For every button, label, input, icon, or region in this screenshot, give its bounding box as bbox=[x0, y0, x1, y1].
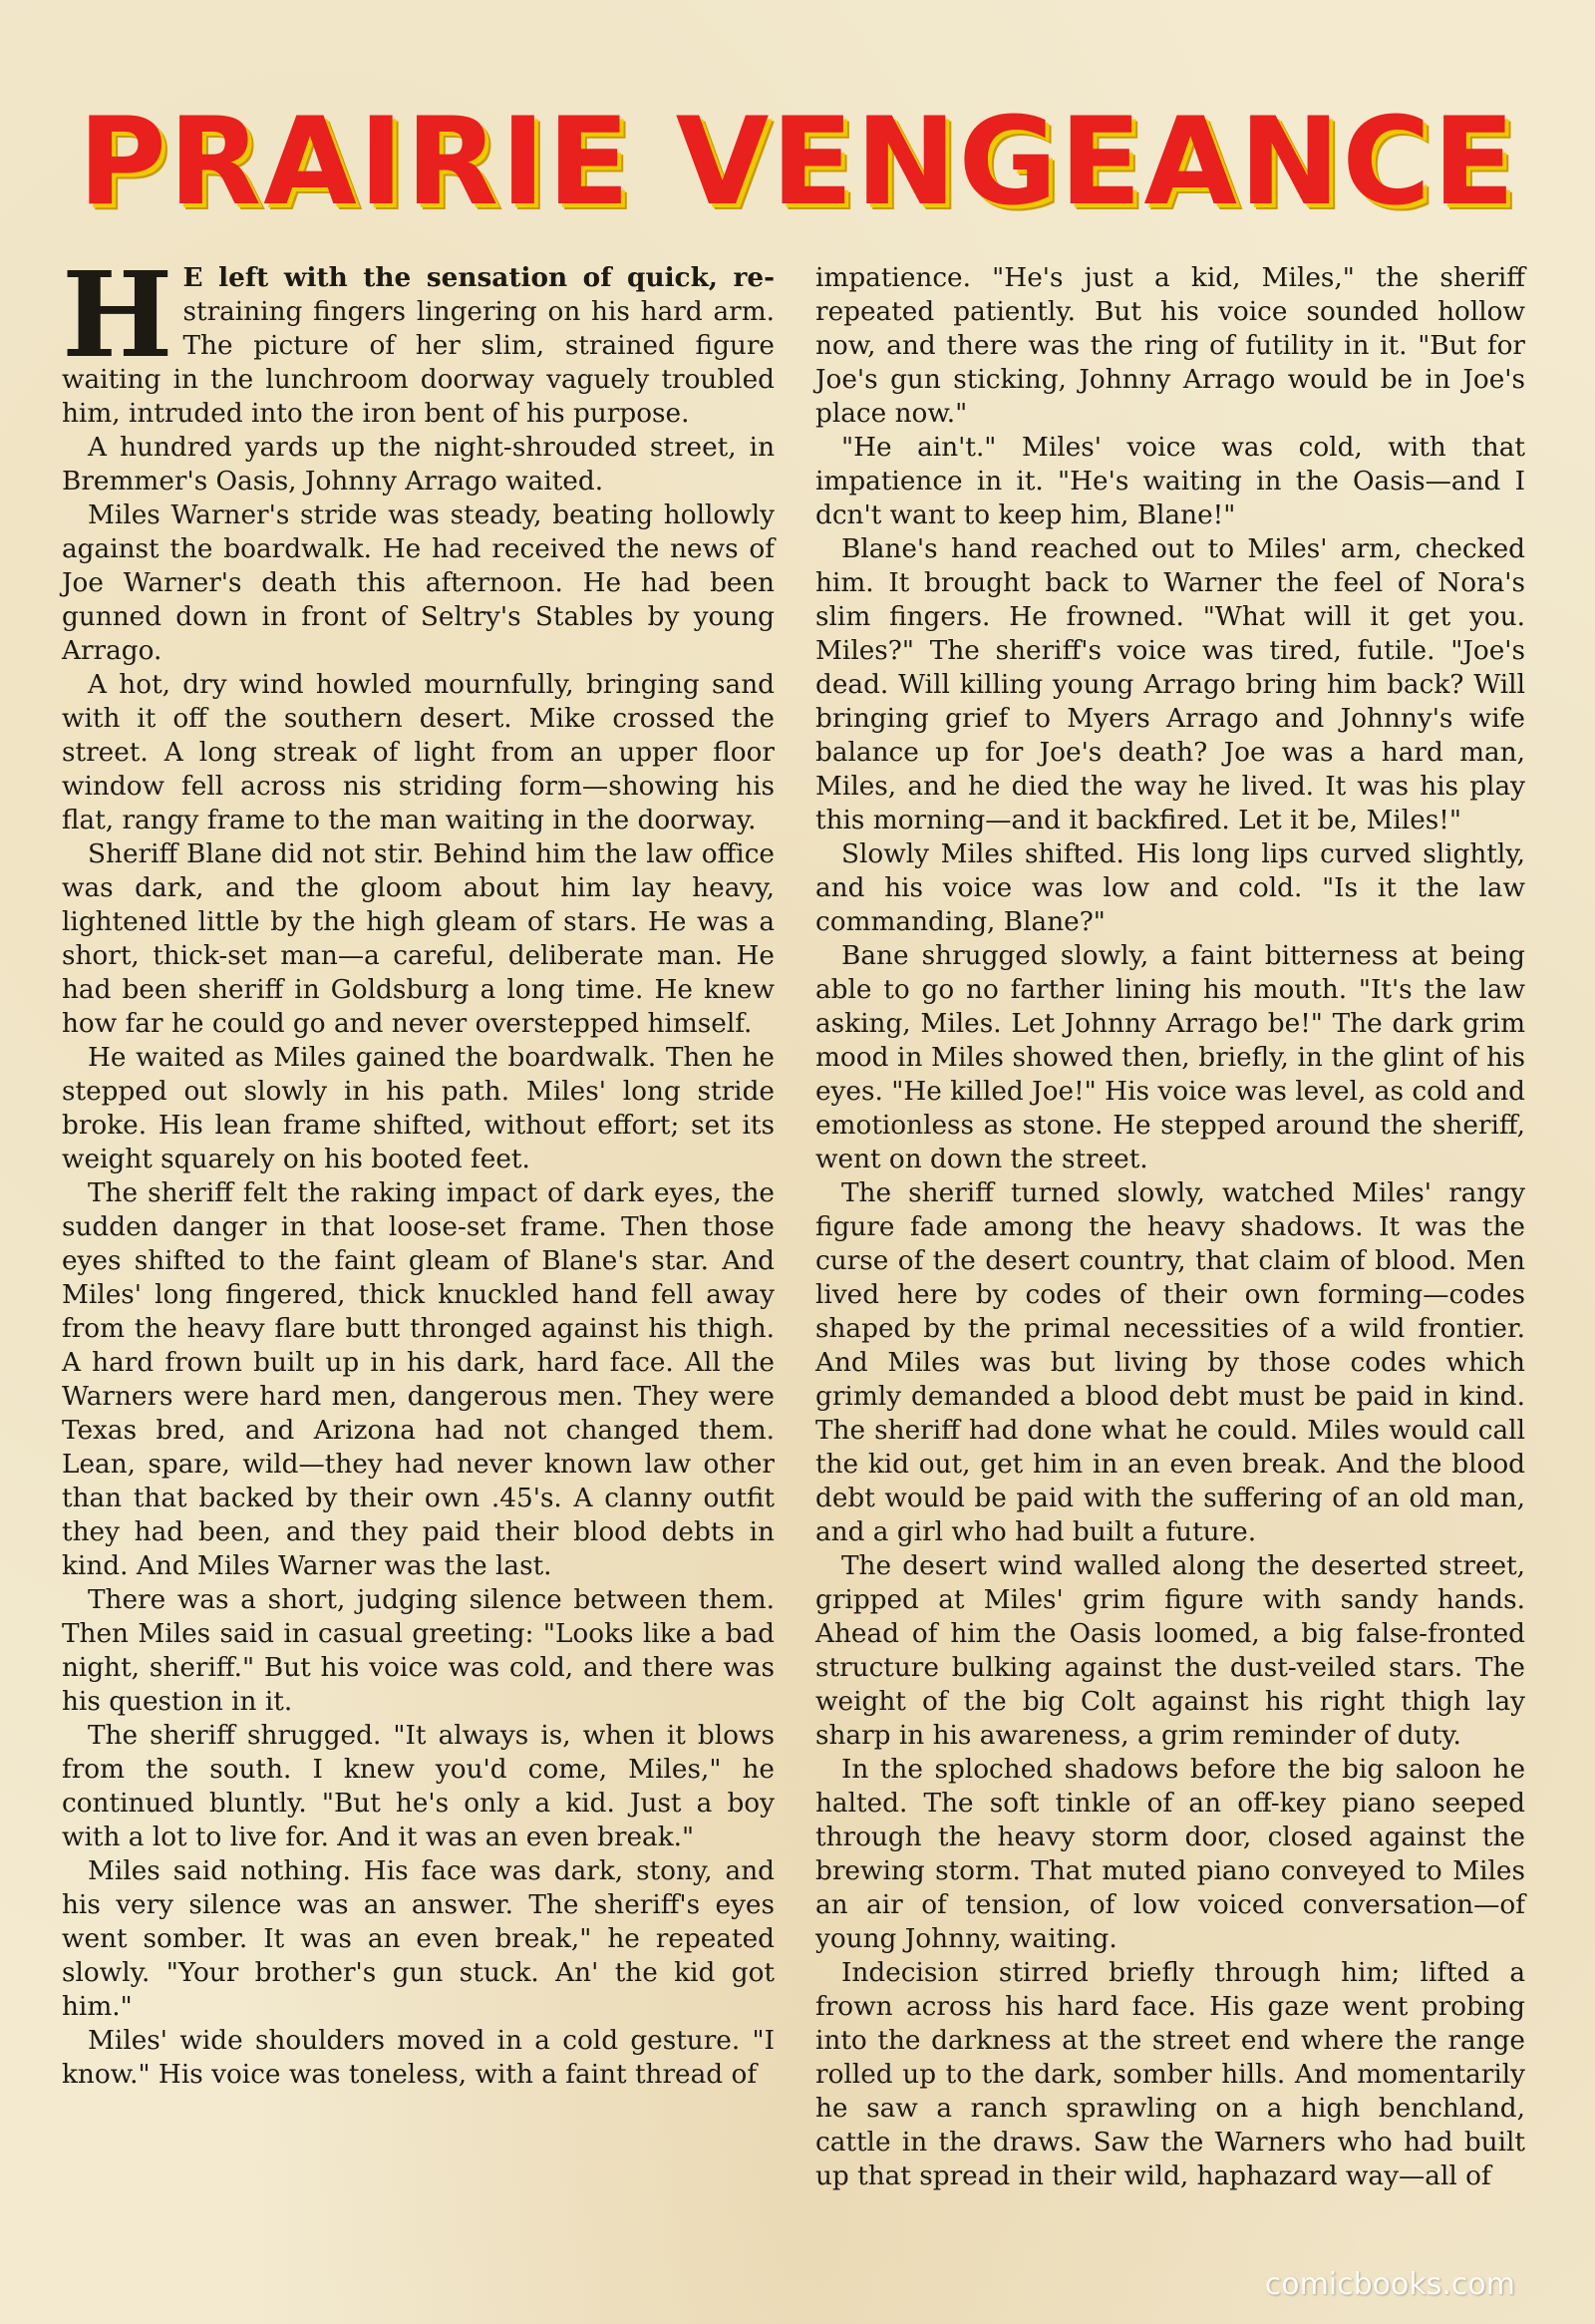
opening-paragraph bbox=[62, 245, 775, 431]
paragraph: "He ain't." Miles' voice was cold, with that impatience in it. "He's waiting in the Oasis—and I dcn't want to keep him, Blane!" bbox=[815, 433, 1525, 530]
paragraph: Sheriff Blane did not stir. Behind him the law office was dark, and the gloom about him lay heavy, lightened little by the high gleam of stars. He was a short, thick-set man—a careful, deliberate man. He had been sheriff in Goldsburg a long time. He knew how far he could go and never overstepped himself. bbox=[62, 839, 775, 1039]
opening-lead: E left with the sensation of quick, re- bbox=[182, 262, 775, 293]
paragraph: Miles said nothing. His face was dark, stony, and his very silence was an answer. The sheriff's eyes went somber. It was an even break," he repeated slowly. "Your brother's gun stuck. An' the kid got him." bbox=[62, 1856, 775, 2022]
paragraph: The sheriff shrugged. "It always is, when it blows from the south. I knew you'd come, Miles," he continued bluntly. "But he's only a kid. Just a boy with a lot to live for. And it was an even break." bbox=[62, 1721, 775, 1852]
watermark: comicbooks.com bbox=[1264, 2267, 1515, 2302]
paragraph: Slowly Miles shifted. His long lips curved slightly, and his voice was low and cold. "Is it the law commanding, Blane?" bbox=[815, 839, 1525, 937]
paragraph: He waited as Miles gained the boardwalk. Then he stepped out slowly in his path. Miles' long stride broke. His lean frame shifted, without effort; set its weight squarely on his booted feet. bbox=[62, 1043, 775, 1174]
opening-text: straining fingers lingering on his hard arm. The picture of her slim, strained figure waiting in the lunchroom doorway vaguely troubled him, intruded into the iron bent of his purpose. bbox=[62, 297, 775, 429]
drop-cap: H bbox=[62, 245, 173, 384]
paragraph: Blane's hand reached out to Miles' arm, checked him. It brought back to Warner the feel of Nora's slim fingers. He frowned. "What will it get you. Miles?" The sheriff's voice was tired, futile. "Joe's dead. Will killing young Arrago bring him back? Will bringing grief to Myers Arrago and Johnny's wife balance up for Joe's death? Joe was a hard man, Miles, and he died the way he lived. It was his play this morning—and it backfired. Let it be, Miles!" bbox=[815, 534, 1525, 835]
paragraph: There was a short, judging silence between them. Then Miles said in casual greeting: "Looks like a bad night, sheriff." But his voice was cold, and there was his question in it. bbox=[62, 1585, 775, 1717]
paragraph: The sheriff felt the raking impact of dark eyes, the sudden danger in that loose-set frame. Then those eyes shifted to the faint gleam of Blane's star. And Miles' long fingered, thick knuckled hand fell away from the heavy flare butt thronged against his thigh. A hard frown built up in his dark, hard face. All the Warners were hard men, dangerous men. They were Texas bred, and Arizona had not changed them. Lean, spare, wild—they had never known law other than that backed by their own .45's. A clanny outfit they had been, and they paid their blood debts in kind. And Miles Warner was the last. bbox=[62, 1178, 775, 1581]
left-column bbox=[62, 245, 775, 2092]
paragraph: A hundred yards up the night-shrouded street, in Bremmer's Oasis, Johnny Arrago waited. bbox=[62, 433, 775, 497]
paragraph: The sheriff turned slowly, watched Miles' rangy figure fade among the heavy shadows. It was the curse of the desert country, that claim of blood. Men lived here by codes of their own forming—codes shaped by the primal necessities of a wild frontier. And Miles was but living by those codes which grimly demanded a blood debt must be paid in kind. The sheriff had done what he could. Miles would call the kid out, get him in an even break. And the blood debt would be paid with the suffering of an old man, and a girl who had built a future. bbox=[815, 1178, 1525, 1547]
paragraph: Miles' wide shoulders moved in a cold gesture. "I know." His voice was toneless, with a faint thread of bbox=[62, 2026, 775, 2090]
paragraph: The desert wind walled along the deserted street, gripped at Miles' grim figure with sandy hands. Ahead of him the Oasis loomed, a big false-fronted structure bulking against the dust-veiled stars. The weight of the big Colt against his right thigh lay sharp in his awareness, a grim reminder of duty. bbox=[815, 1551, 1525, 1751]
paragraph: A hot, dry wind howled mournfully, bringing sand with it off the southern desert. Mike crossed the street. A long streak of light from an upper floor window fell across nis striding form—showing his flat, rangy frame to the man waiting in the doorway. bbox=[62, 670, 775, 835]
paragraph: In the sploched shadows before the big saloon he halted. The soft tinkle of an off-key piano seeped through the heavy storm door, closed against the brewing storm. That muted piano conveyed to Miles an air of tension, of low voiced conversation—of young Johnny, waiting. bbox=[815, 1755, 1525, 1954]
story-title: PRAIRIE VENGEANCE bbox=[78, 92, 1517, 232]
right-column bbox=[815, 261, 1525, 2193]
paragraph: Indecision stirred briefly through him; lifted a frown across his hard face. His gaze went probing into the darkness at the street end where the range rolled up to the dark, somber hills. And momentarily he saw a ranch sprawling on a high benchland, cattle in the draws. Saw the Warners who had built up that spread in their wild, haphazard way—all of bbox=[815, 1958, 1525, 2191]
paragraph: Miles Warner's stride was steady, beating hollowly against the boardwalk. He had received the news of Joe Warner's death this afternoon. He had been gunned down in front of Seltry's Stables by young Arrago. bbox=[62, 500, 775, 666]
continuation-paragraph: impatience. "He's just a kid, Miles," the sheriff repeated patiently. But his voice sounded hollow now, and there was the ring of futility in it. "But for Joe's gun sticking, Johnny Arrago would be in Joe's place now." bbox=[815, 263, 1525, 429]
paragraph: Bane shrugged slowly, a faint bitterness at being able to go no farther lining his mouth. "It's the law asking, Miles. Let Johnny Arrago be!" The dark grim mood in Miles showed then, briefly, in the glint of his eyes. "He killed Joe!" His voice was level, as cold and emotionless as stone. He stepped around the sheriff, went on down the street. bbox=[815, 941, 1525, 1174]
